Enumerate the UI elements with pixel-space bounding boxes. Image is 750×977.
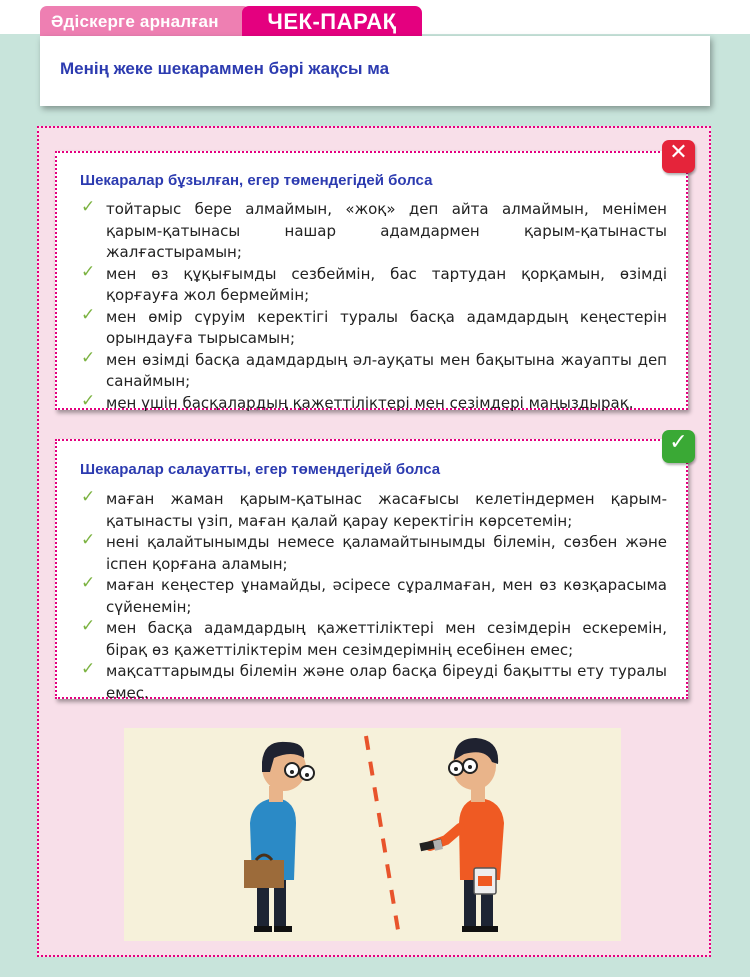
checkmark-icon: ✓ (81, 261, 96, 282)
checkmark-icon: ✓ (81, 659, 96, 679)
checkmark-icon: ✓ (81, 390, 96, 411)
checkmark-icon: ✓ (81, 573, 96, 593)
list-item: ✓ мақсаттарымды білемін және олар басқа біреуді бақытты ету туралы емес. (81, 659, 667, 702)
list-item: ✓ тойтарыс бере алмаймын, «жоқ» деп айта алмаймын, менімен қарым-қатынасы нашар адамдармен қарым-қатынасты жалғастырамын; (81, 197, 667, 261)
title-card (40, 36, 710, 106)
healthy-boundaries-box (55, 439, 688, 702)
check-badge-icon: ✓ (662, 430, 695, 463)
list-item: ✓ мен өз құқығымды сезбеймін, бас тартудан қорқамын, өзімді қорғауға жол бермеймін; (81, 261, 667, 304)
checkmark-icon: ✓ (81, 487, 96, 507)
confident-man-figure (419, 738, 504, 932)
list-item: ✓ маған жаман қарым-қатынас жасағысы келетіндермен қарым-қатынасты үзіп, маған қалай қарау керектігін көрсетемін; (81, 487, 667, 530)
list-item: ✓ мен басқа адамдардың қажеттіліктері мен сезімдерін ескеремін, бірақ өз қажеттіліктерім мен сезімдерімнің есебінен емес; (81, 616, 667, 659)
list-item: ✓ мен өмір сүруім керектігі туралы басқа адамдардың кеңестерін орындауға тырысамын; (81, 304, 667, 347)
boundary-illustration (124, 728, 621, 941)
violated-boundaries-box (55, 151, 688, 410)
list-item: ✓ мен үшін басқалардың қажеттіліктері мен сезімдері маңыздырақ. (81, 390, 634, 412)
timid-man-figure (244, 742, 314, 932)
cross-badge-icon: ✕ (662, 140, 695, 173)
list-item: ✓ маған кеңестер ұнамайды, әсіресе сұралмаған, мен өз көзқарасыма сүйенемін; (81, 573, 667, 616)
checkmark-icon: ✓ (81, 347, 96, 368)
page-title: Менің жеке шекараммен бәрі жақсы ма (60, 59, 390, 78)
list-item: ✓ нені қалайтынымды немесе қаламайтынымды білемін, сөзбен және іспен қорғана аламын; (81, 530, 667, 573)
illustration-svg (124, 728, 621, 941)
list-item: ✓ мен өзімді басқа адамдардың әл-ауқаты мен бақытына жауапты деп санаймын; (81, 347, 667, 390)
teacher-tab: Әдіскерге арналған (40, 6, 250, 42)
checkmark-icon: ✓ (81, 530, 96, 550)
dashed-boundary-line (366, 736, 399, 936)
healthy-heading: Шекаралар салауатты, егер төмендегідей болса (80, 461, 441, 478)
violated-heading: Шекаралар бұзылған, егер төмендегідей болса (80, 172, 433, 189)
checklist-tab: ЧЕК-ПАРАҚ (242, 6, 422, 42)
violated-list (77, 199, 667, 414)
checkmark-icon: ✓ (81, 304, 96, 325)
checkmark-icon: ✓ (81, 616, 96, 636)
healthy-list (77, 489, 667, 704)
checkmark-icon: ✓ (81, 197, 96, 217)
